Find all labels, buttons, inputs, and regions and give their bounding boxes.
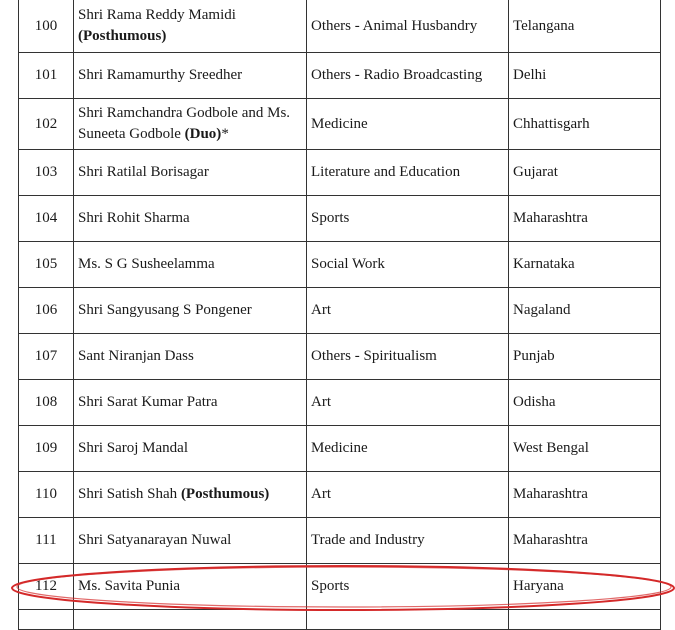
table-row bbox=[19, 426, 661, 472]
awardee-name: Shri Rama Reddy Mamidi bbox=[78, 7, 236, 23]
awards-table bbox=[18, 0, 661, 630]
state-cell: Haryana bbox=[509, 564, 661, 610]
awardee-name-cell bbox=[74, 0, 307, 53]
awardee-qualifier: (Posthumous) bbox=[78, 28, 167, 44]
awardee-name: Ms. S G Susheelamma bbox=[78, 256, 215, 272]
state-cell: Gujarat bbox=[509, 150, 661, 196]
table-row bbox=[19, 380, 661, 426]
table-row-partial bbox=[19, 610, 661, 630]
awardee-name-cell bbox=[74, 242, 307, 288]
awardee-name: Shri Rohit Sharma bbox=[78, 210, 190, 226]
awardee-name: Shri Ramchandra Godbole and Ms. Suneeta Godbole bbox=[78, 105, 291, 142]
state-cell: Delhi bbox=[509, 53, 661, 99]
awardee-name-cell bbox=[74, 334, 307, 380]
awardee-qualifier: (Duo) bbox=[184, 126, 222, 142]
awardee-name-cell bbox=[74, 472, 307, 518]
state-cell: Odisha bbox=[509, 380, 661, 426]
serial-number-cell: 107 bbox=[19, 334, 74, 380]
table-row bbox=[19, 150, 661, 196]
state-cell: West Bengal bbox=[509, 426, 661, 472]
awardee-name: Shri Ratilal Borisagar bbox=[78, 164, 209, 180]
serial-number-cell: 100 bbox=[19, 0, 74, 53]
field-cell: Art bbox=[307, 472, 509, 518]
awardee-name-cell bbox=[74, 426, 307, 472]
awardee-name-cell bbox=[74, 288, 307, 334]
table-row bbox=[19, 0, 661, 53]
table-row bbox=[19, 288, 661, 334]
awardee-name-suffix: * bbox=[221, 126, 229, 142]
awardee-name-cell bbox=[74, 518, 307, 564]
field-cell: Trade and Industry bbox=[307, 518, 509, 564]
awardee-name-cell bbox=[74, 150, 307, 196]
state-cell: Telangana bbox=[509, 0, 661, 53]
table-row-highlighted bbox=[19, 564, 661, 610]
awardee-name-cell bbox=[74, 564, 307, 610]
field-cell: Medicine bbox=[307, 426, 509, 472]
serial-number-cell: 103 bbox=[19, 150, 74, 196]
awardee-name: Sant Niranjan Dass bbox=[78, 348, 194, 364]
awardee-name: Shri Sangyusang S Pongener bbox=[78, 302, 252, 318]
state-cell: Karnataka bbox=[509, 242, 661, 288]
field-cell: Social Work bbox=[307, 242, 509, 288]
field-cell: Others - Radio Broadcasting bbox=[307, 53, 509, 99]
field-cell: Art bbox=[307, 380, 509, 426]
awardee-name-cell bbox=[74, 99, 307, 150]
table-row bbox=[19, 53, 661, 99]
awardee-name: Ms. Savita Punia bbox=[78, 578, 181, 594]
serial-number-cell: 110 bbox=[19, 472, 74, 518]
field-cell: Medicine bbox=[307, 99, 509, 150]
awardee-name-cell bbox=[74, 53, 307, 99]
serial-number-cell: 109 bbox=[19, 426, 74, 472]
table-row bbox=[19, 196, 661, 242]
table-row bbox=[19, 334, 661, 380]
state-cell: Chhattisgarh bbox=[509, 99, 661, 150]
awardee-qualifier: (Posthumous) bbox=[180, 486, 270, 502]
field-cell: Sports bbox=[307, 564, 509, 610]
awardee-name: Shri Sarat Kumar Patra bbox=[78, 394, 218, 410]
serial-number-cell: 105 bbox=[19, 242, 74, 288]
table-row bbox=[19, 99, 661, 150]
awardee-name: Shri Satish Shah bbox=[78, 486, 178, 502]
serial-number-cell: 112 bbox=[19, 564, 74, 610]
field-cell: Literature and Education bbox=[307, 150, 509, 196]
awardee-name: Shri Ramamurthy Sreedher bbox=[78, 67, 243, 83]
field-cell: Art bbox=[307, 288, 509, 334]
field-cell: Others - Animal Husbandry bbox=[307, 0, 509, 53]
serial-number-cell: 101 bbox=[19, 53, 74, 99]
table-row bbox=[19, 472, 661, 518]
serial-number-cell: 106 bbox=[19, 288, 74, 334]
awardee-name: Shri Satyanarayan Nuwal bbox=[78, 532, 232, 548]
serial-number-cell: 104 bbox=[19, 196, 74, 242]
state-cell: Maharashtra bbox=[509, 518, 661, 564]
state-cell: Punjab bbox=[509, 334, 661, 380]
state-cell: Nagaland bbox=[509, 288, 661, 334]
field-cell: Sports bbox=[307, 196, 509, 242]
awardee-name: Shri Saroj Mandal bbox=[78, 440, 188, 456]
awardee-name-cell bbox=[74, 380, 307, 426]
awardee-name-cell bbox=[74, 196, 307, 242]
table-row bbox=[19, 242, 661, 288]
table-row bbox=[19, 518, 661, 564]
serial-number-cell: 108 bbox=[19, 380, 74, 426]
state-cell: Maharashtra bbox=[509, 196, 661, 242]
serial-number-cell: 111 bbox=[19, 518, 74, 564]
field-cell: Others - Spiritualism bbox=[307, 334, 509, 380]
awards-table-body bbox=[19, 0, 661, 630]
serial-number-cell: 102 bbox=[19, 99, 74, 150]
state-cell: Maharashtra bbox=[509, 472, 661, 518]
